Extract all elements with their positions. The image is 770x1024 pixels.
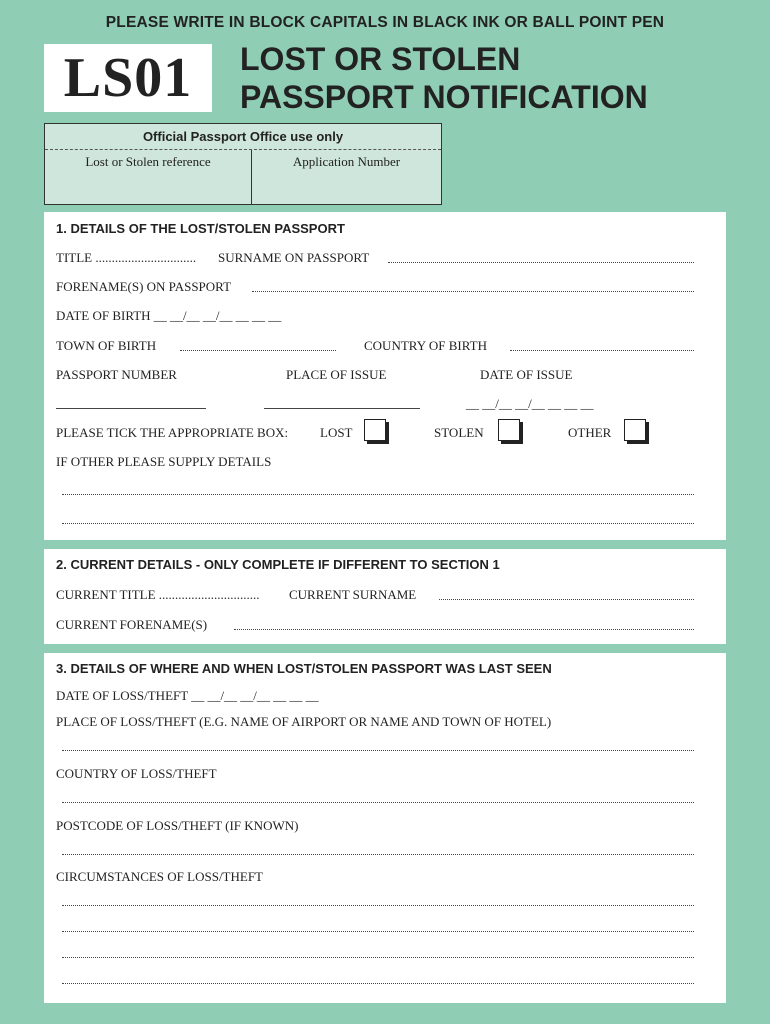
section-2-heading: 2. CURRENT DETAILS - ONLY COMPLETE IF DIFFERENT TO SECTION 1 xyxy=(56,557,500,572)
passport-number-field[interactable] xyxy=(56,408,206,409)
title-label: TITLE ............................... xyxy=(56,250,197,265)
stolen-option-label: STOLEN xyxy=(434,425,484,440)
circumstances-line-4[interactable] xyxy=(62,983,694,984)
section-2-panel xyxy=(44,549,726,644)
tick-instruction: PLEASE TICK THE APPROPRIATE BOX: xyxy=(56,425,289,440)
other-checkbox[interactable] xyxy=(624,419,646,441)
application-number-cell xyxy=(252,150,441,205)
surname-label: SURNAME ON PASSPORT xyxy=(218,250,370,265)
form-code: LS01 xyxy=(44,44,212,112)
lost-stolen-reference-label: Lost or Stolen reference xyxy=(85,154,211,169)
postcode-of-loss-field[interactable] xyxy=(62,854,694,855)
section-1-heading: 1. DETAILS OF THE LOST/STOLEN PASSPORT xyxy=(56,221,345,236)
country-of-loss-label: COUNTRY OF LOSS/THEFT xyxy=(56,766,217,781)
place-of-issue-field[interactable] xyxy=(264,408,420,409)
instruction-banner: PLEASE WRITE IN BLOCK CAPITALS IN BLACK INK OR BALL POINT PEN xyxy=(105,14,665,31)
date-of-issue-label: DATE OF ISSUE xyxy=(480,367,573,382)
form-title-line2: PASSPORT NOTIFICATION xyxy=(240,79,648,115)
section-3-panel xyxy=(44,653,726,1003)
office-use-heading: Official Passport Office use only xyxy=(45,124,441,150)
section-3-heading: 3. DETAILS OF WHERE AND WHEN LOST/STOLEN PASSPORT WAS LAST SEEN xyxy=(56,661,552,676)
country-of-birth-field[interactable] xyxy=(510,350,694,351)
current-surname-field[interactable] xyxy=(439,599,694,600)
other-details-line-2[interactable] xyxy=(62,523,694,524)
current-forenames-field[interactable] xyxy=(234,629,694,630)
forenames-label: FORENAME(S) ON PASSPORT xyxy=(56,279,232,294)
stolen-checkbox[interactable] xyxy=(498,419,520,441)
place-of-loss-field[interactable] xyxy=(62,750,694,751)
postcode-of-loss-label: POSTCODE OF LOSS/THEFT (IF KNOWN) xyxy=(56,818,299,833)
application-number-label: Application Number xyxy=(292,154,401,169)
form-title-line1: LOST OR STOLEN xyxy=(240,41,521,77)
passport-number-label: PASSPORT NUMBER xyxy=(56,367,177,382)
circumstances-line-1[interactable] xyxy=(62,905,694,906)
place-of-loss-label: PLACE OF LOSS/THEFT (E.G. NAME OF AIRPORT OR NAME AND TOWN OF HOTEL) xyxy=(56,714,552,729)
country-of-loss-field[interactable] xyxy=(62,802,694,803)
current-surname-label: CURRENT SURNAME xyxy=(289,587,417,602)
circumstances-label: CIRCUMSTANCES OF LOSS/THEFT xyxy=(56,869,263,884)
lost-option-label: LOST xyxy=(320,425,353,440)
other-option-label: OTHER xyxy=(568,425,612,440)
country-of-birth-label: COUNTRY OF BIRTH xyxy=(364,338,487,353)
town-of-birth-label: TOWN OF BIRTH xyxy=(56,338,157,353)
dob-field[interactable]: DATE OF BIRTH __ __/__ __/__ __ __ __ xyxy=(56,308,282,323)
forenames-field[interactable] xyxy=(252,291,694,292)
office-use-box xyxy=(44,123,442,205)
surname-field[interactable] xyxy=(388,262,694,263)
current-title-label: CURRENT TITLE ............................... xyxy=(56,587,260,602)
other-details-label: IF OTHER PLEASE SUPPLY DETAILS xyxy=(56,454,272,469)
place-of-issue-label: PLACE OF ISSUE xyxy=(286,367,387,382)
lost-checkbox[interactable] xyxy=(364,419,386,441)
section-1-panel xyxy=(44,212,726,540)
circumstances-line-2[interactable] xyxy=(62,931,694,932)
date-of-issue-field[interactable]: __ __/__ __/__ __ __ __ xyxy=(466,396,594,411)
lost-stolen-reference-cell xyxy=(45,150,252,205)
other-details-line-1[interactable] xyxy=(62,494,694,495)
current-forenames-label: CURRENT FORENAME(S) xyxy=(56,617,208,632)
date-of-loss-field[interactable]: DATE OF LOSS/THEFT __ __/__ __/__ __ __ __ xyxy=(56,688,319,703)
town-of-birth-field[interactable] xyxy=(180,350,336,351)
circumstances-line-3[interactable] xyxy=(62,957,694,958)
form-title xyxy=(240,40,648,116)
